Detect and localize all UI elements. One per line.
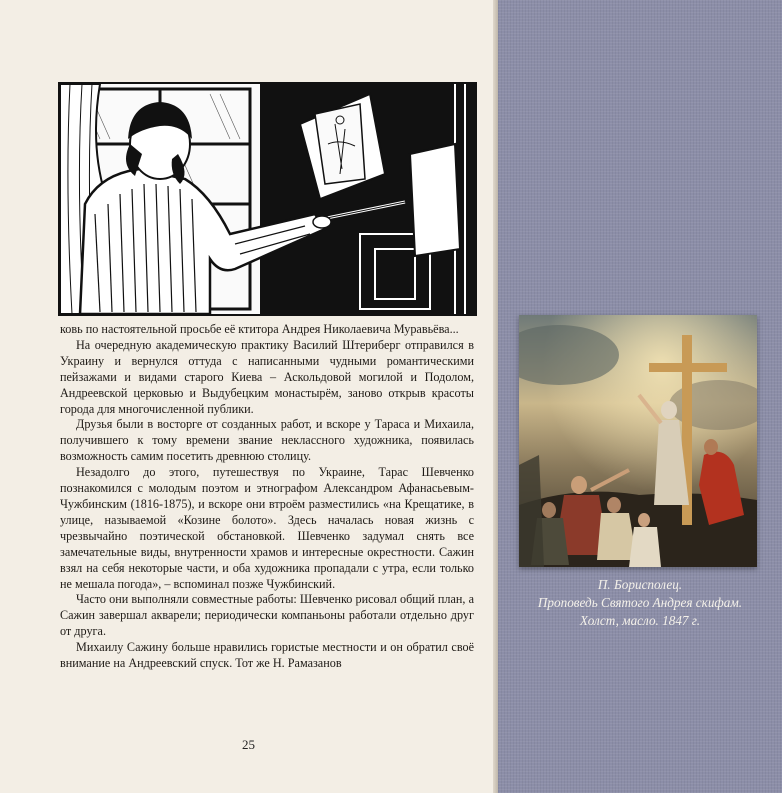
page-number: 25 (242, 737, 255, 752)
paragraph: Друзья были в восторге от созданных работ, и вскоре у Тараса и Михаила, получившего к тому времени звание неклассного художника, появилась возможность самим посетить древнюю столицу. (60, 417, 474, 464)
painting-caption (506, 576, 774, 630)
paragraph: ковь по настоятельной просьбе её ктитора Андрея Николаевича Муравьёва... (60, 322, 459, 336)
paragraph: Часто они выполняли совместные работы: Шевченко рисовал общий план, а Сажин завершал акварели; периодически компаньоны работали отдельно друг от друга. (60, 592, 474, 639)
caption-title: Проповедь Святого Андрея скифам. (537, 595, 743, 610)
caption-medium-date: Холст, масло. 1847 г. (579, 613, 701, 628)
caption-author: П. Борисполец. (597, 577, 683, 592)
paragraph: Незадолго до этого, путешествуя по Украине, Тарас Шевченко познакомился с молодым поэтом и этнографом Александром Афанасьевым-Чужбинским (1816-1875), и вскоре они втроём разместились «на Крещатике, в улице, называемой «Козине болото». Здесь началась новая жизнь с чрезвычайно поэтической обстановкой. Шевченко задумал снять все замечательные виды, внутренности храмов и интересные окрестности. Сажин взял на себя некоторые части, и оба художника пропадали с утра, если только не мешала погода», – вспоминал позже Чужбинский. (60, 465, 474, 591)
paragraph: Михаилу Сажину больше нравились гористые местности и он обратил своё внимание на Андреевский спуск. Тот же Н. Рамазанов (60, 640, 474, 671)
paragraph: На очередную академическую практику Василий Штериберг отправился в Украину и вернулся оттуда с написанными чудными романтическими пейзажами и видами старого Киева – Аскольдовой могилой и Подолом, Андреевской церковью и Выдубецким монастырём, заново открыв красоты города для многочисленной публики. (60, 337, 474, 416)
engraving-illustration (58, 82, 477, 316)
painting-image (519, 315, 757, 567)
body-text (60, 322, 474, 672)
